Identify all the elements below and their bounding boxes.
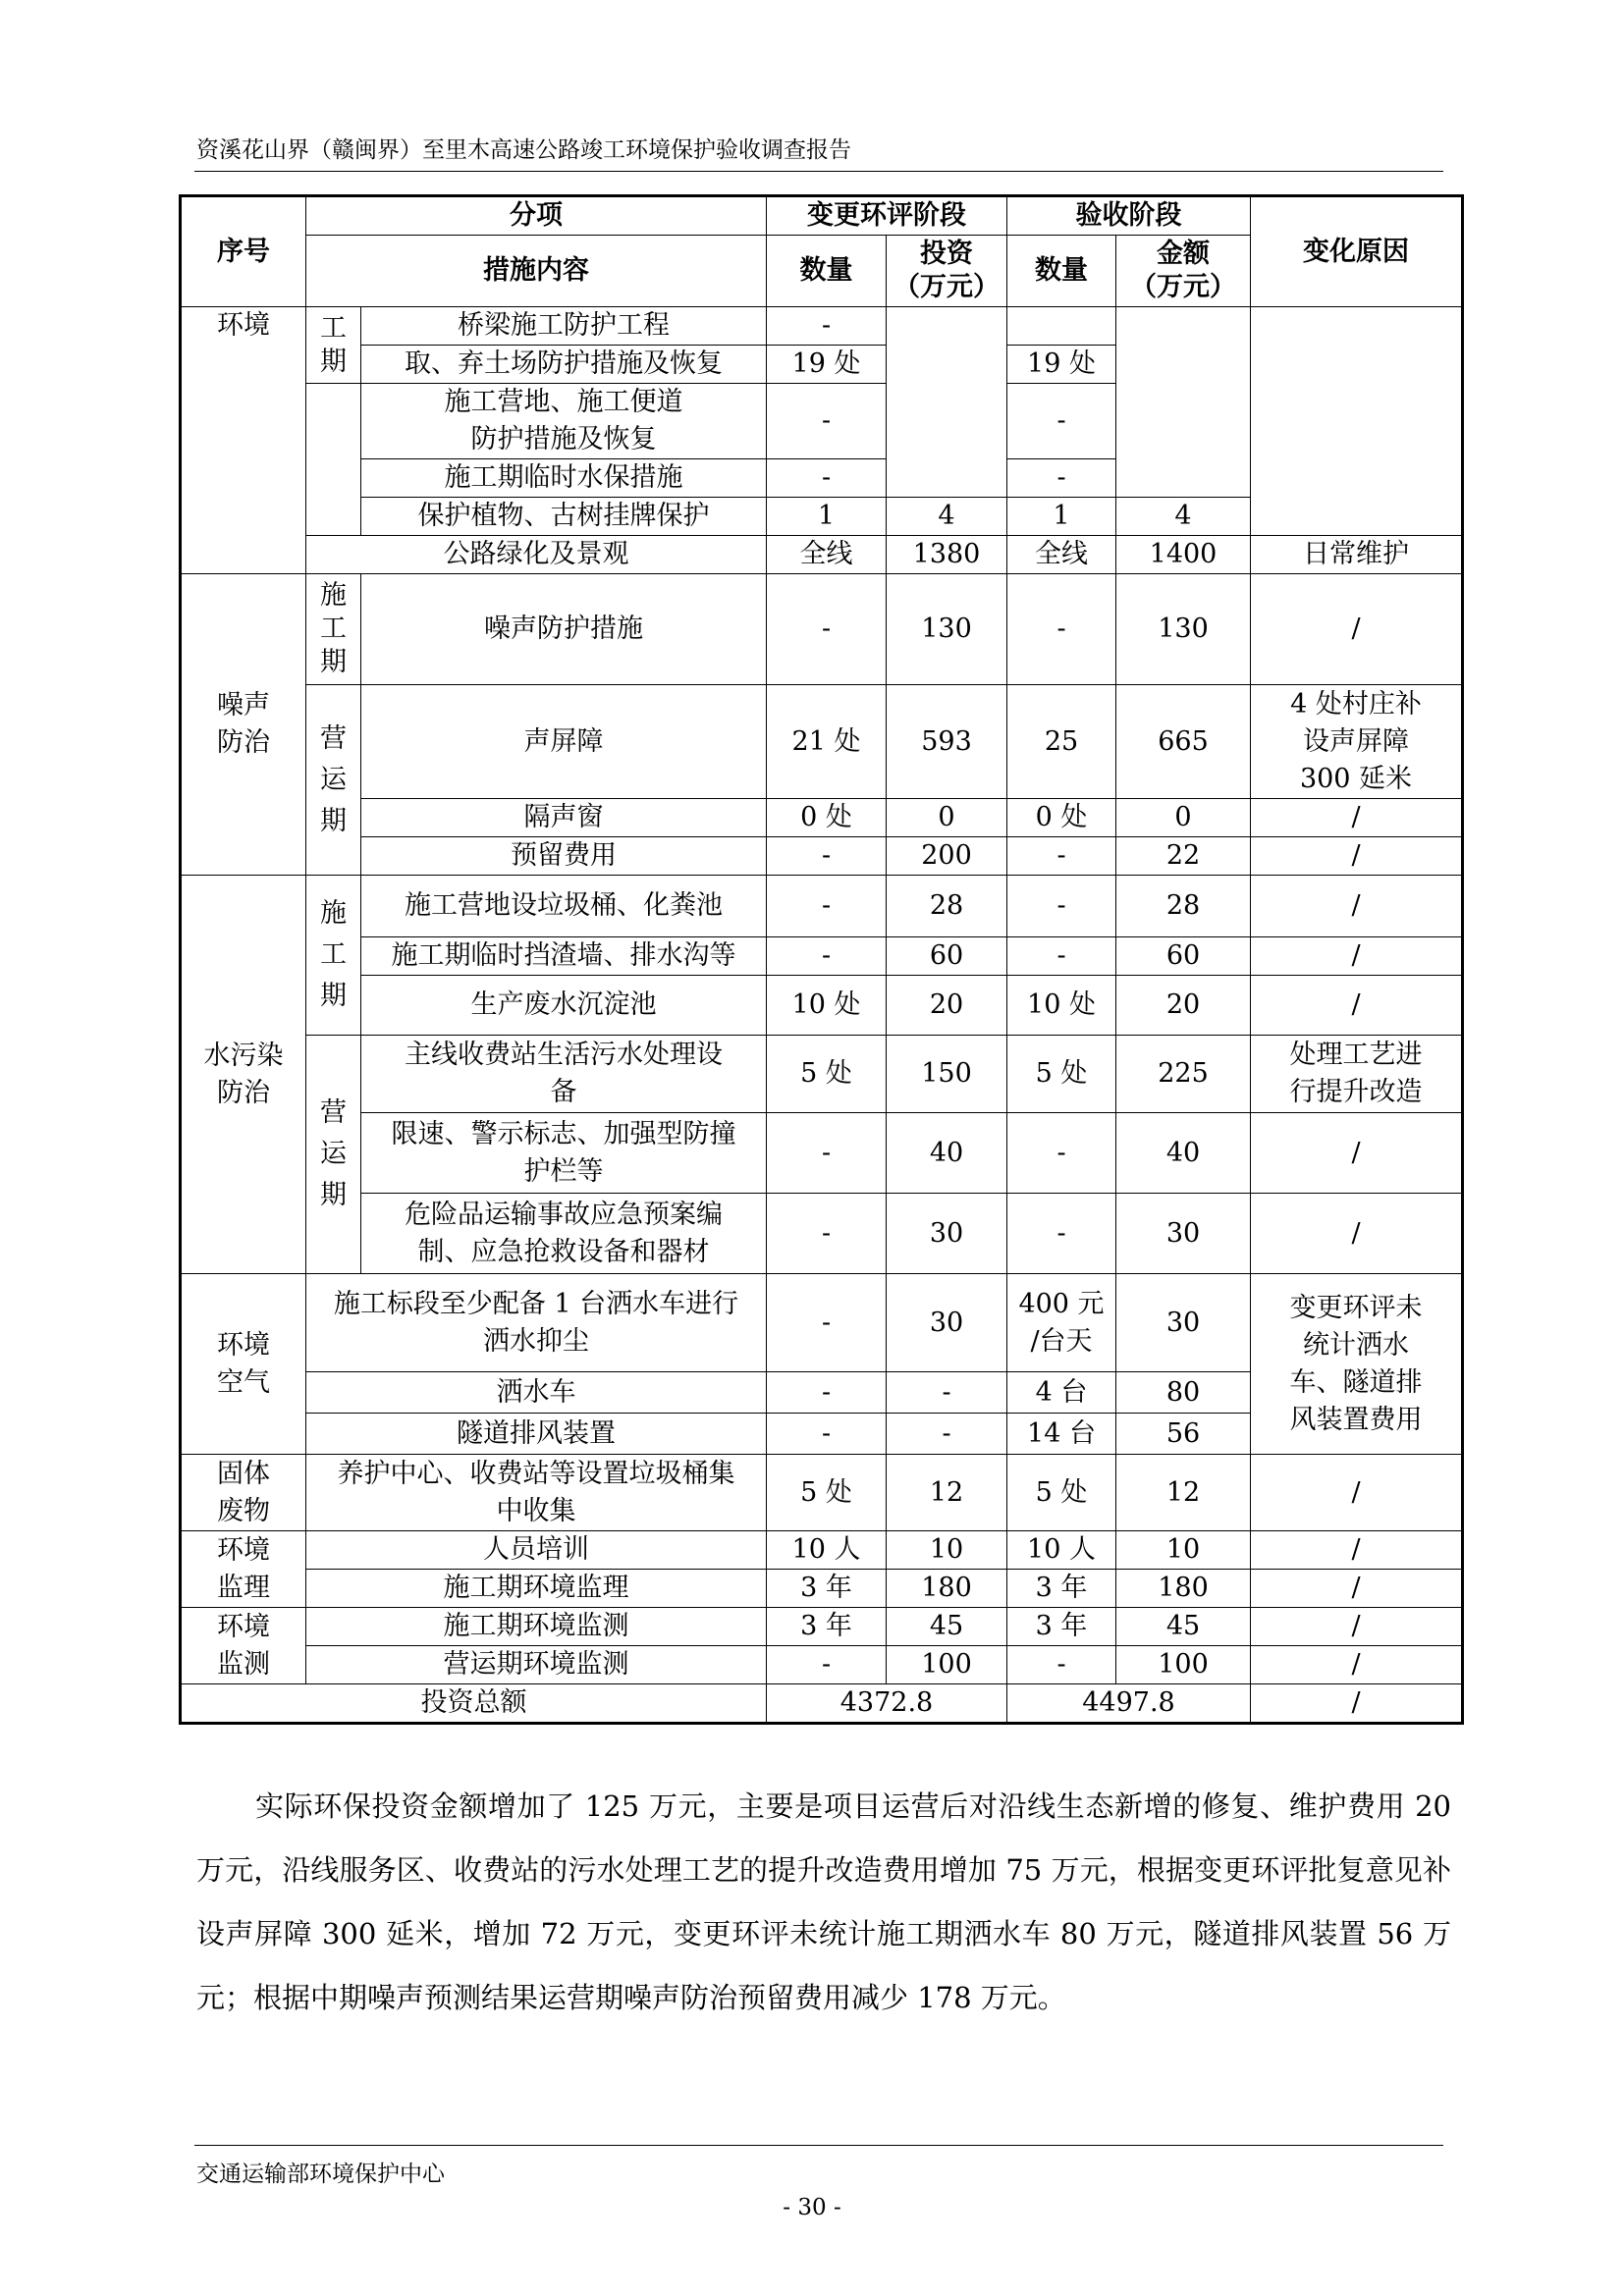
table-row: 营 运 期 主线收费站生活污水处理设 备 5 处 150 5 处 225 处理工艺进 行提升改造 bbox=[181, 1036, 1463, 1113]
environmental-investment-table bbox=[179, 194, 1464, 1725]
header-rule bbox=[194, 171, 1443, 172]
table-row: 环境 空气 施工标段至少配备 1 台洒水车进行 洒水抑尘 - 30 400 元 /台天 30 变更环评未 统计洒水 车、隧道排 风装置费用 bbox=[181, 1274, 1463, 1372]
section-ecology: 环境 bbox=[181, 307, 306, 574]
table-row: 营 运 期 声屏障 21 处 593 25 665 4 处村庄补 设声屏障 300 延米 bbox=[181, 685, 1463, 799]
table-row: 施工期临时水保措施 - - bbox=[181, 459, 1463, 498]
section-air: 环境 空气 bbox=[181, 1274, 306, 1455]
table-row: 噪声 防治 施 工 期 噪声防护措施 - 130 - 130 / bbox=[181, 574, 1463, 685]
total-label: 投资总额 bbox=[181, 1684, 767, 1724]
header-qty-acceptance: 数量 bbox=[1007, 236, 1116, 307]
table-row: 施工期环境监理 3 年 180 3 年 180 / bbox=[181, 1570, 1463, 1608]
table-row: 公路绿化及景观 全线 1380 全线 1400 日常维护 bbox=[181, 536, 1463, 574]
table-row: 固体 废物 养护中心、收费站等设置垃圾桶集 中收集 5 处 12 5 处 12 / bbox=[181, 1455, 1463, 1531]
table-row: 隧道排风装置 - - 14 台 56 bbox=[181, 1414, 1463, 1455]
total-eia: 4372.8 bbox=[767, 1684, 1007, 1724]
report-header-title: 资溪花山界（赣闽界）至里木高速公路竣工环境保护验收调查报告 bbox=[196, 137, 851, 163]
table-row: 隔声窗 0 处 0 0 处 0 / bbox=[181, 799, 1463, 837]
section-solid-waste: 固体 废物 bbox=[181, 1455, 306, 1531]
footer-rule bbox=[194, 2145, 1443, 2146]
phase-construction: 工 期 bbox=[306, 307, 361, 384]
header-reason: 变化原因 bbox=[1251, 196, 1463, 307]
table-row: 危险品运输事故应急预案编 制、应急抢救设备和器材 - 30 - 30 / bbox=[181, 1194, 1463, 1274]
table-row: 营运期环境监测 - 100 - 100 / bbox=[181, 1646, 1463, 1684]
section-monitoring: 环境 监测 bbox=[181, 1608, 306, 1684]
measure-cell: 桥梁施工防护工程 bbox=[361, 307, 767, 346]
merged-empty-cell bbox=[887, 307, 1007, 498]
table-row: 环境 监理 人员培训 10 人 10 10 人 10 / bbox=[181, 1531, 1463, 1570]
section-supervision: 环境 监理 bbox=[181, 1531, 306, 1608]
merged-empty-cell bbox=[1116, 307, 1251, 498]
header-item: 分项 bbox=[306, 196, 767, 236]
summary-text: 实际环保投资金额增加了 125 万元，主要是项目运营后对沿线生态新增的修复、维护费用 20 万元，沿线服务区、收费站的污水处理工艺的提升改造费用增加 75 万元，根据变更环评批复意见补设声屏障 300 延米，增加 72 万元，变更环评未统计施工期洒水车 80 万元，隧道排风装置 56 万元；根据中期噪声预测结果运营期噪声防治预留费用减少 178 万元。 bbox=[196, 1789, 1451, 2014]
table-row: 施工营地、施工便道 防护措施及恢复 - - bbox=[181, 384, 1463, 459]
table-row: 取、弃土场防护措施及恢复 19 处 19 处 bbox=[181, 346, 1463, 384]
table-row: 施工期临时挡渣墙、排水沟等 - 60 - 60 / bbox=[181, 937, 1463, 976]
header-invest-eia: 投资 （万元） bbox=[887, 236, 1007, 307]
summary-paragraph bbox=[196, 1775, 1451, 2030]
header-amount-acceptance: 金额 （万元） bbox=[1116, 236, 1251, 307]
section-noise: 噪声 防治 bbox=[181, 574, 306, 876]
total-acceptance: 4497.8 bbox=[1007, 1684, 1251, 1724]
table-row: 预留费用 - 200 - 22 / bbox=[181, 837, 1463, 876]
table-row: 洒水车 - - 4 台 80 bbox=[181, 1372, 1463, 1414]
footer-organization: 交通运输部环境保护中心 bbox=[196, 2162, 445, 2187]
page-number: - 30 - bbox=[783, 2195, 841, 2220]
section-water: 水污染 防治 bbox=[181, 876, 306, 1274]
table-row: 保护植物、古树挂牌保护 1 4 1 4 bbox=[181, 498, 1463, 536]
table-row: 水污染 防治 施 工 期 施工营地设垃圾桶、化粪池 - 28 - 28 / bbox=[181, 876, 1463, 937]
total-row: 投资总额 4372.8 4497.8 / bbox=[181, 1684, 1463, 1724]
table-row: 限速、警示标志、加强型防撞 护栏等 - 40 - 40 / bbox=[181, 1113, 1463, 1194]
table-row: 环境 工 期 桥梁施工防护工程 - bbox=[181, 307, 1463, 346]
header-qty-eia: 数量 bbox=[767, 236, 887, 307]
header-content: 措施内容 bbox=[306, 236, 767, 307]
table-row: 环境 监测 施工期环境监测 3 年 45 3 年 45 / bbox=[181, 1608, 1463, 1646]
header-stage-acceptance: 验收阶段 bbox=[1007, 196, 1251, 236]
header-stage-eia: 变更环评阶段 bbox=[767, 196, 1007, 236]
header-seq: 序号 bbox=[181, 196, 306, 307]
merged-empty-cell bbox=[1251, 307, 1463, 536]
table-row: 生产废水沉淀池 10 处 20 10 处 20 / bbox=[181, 976, 1463, 1036]
